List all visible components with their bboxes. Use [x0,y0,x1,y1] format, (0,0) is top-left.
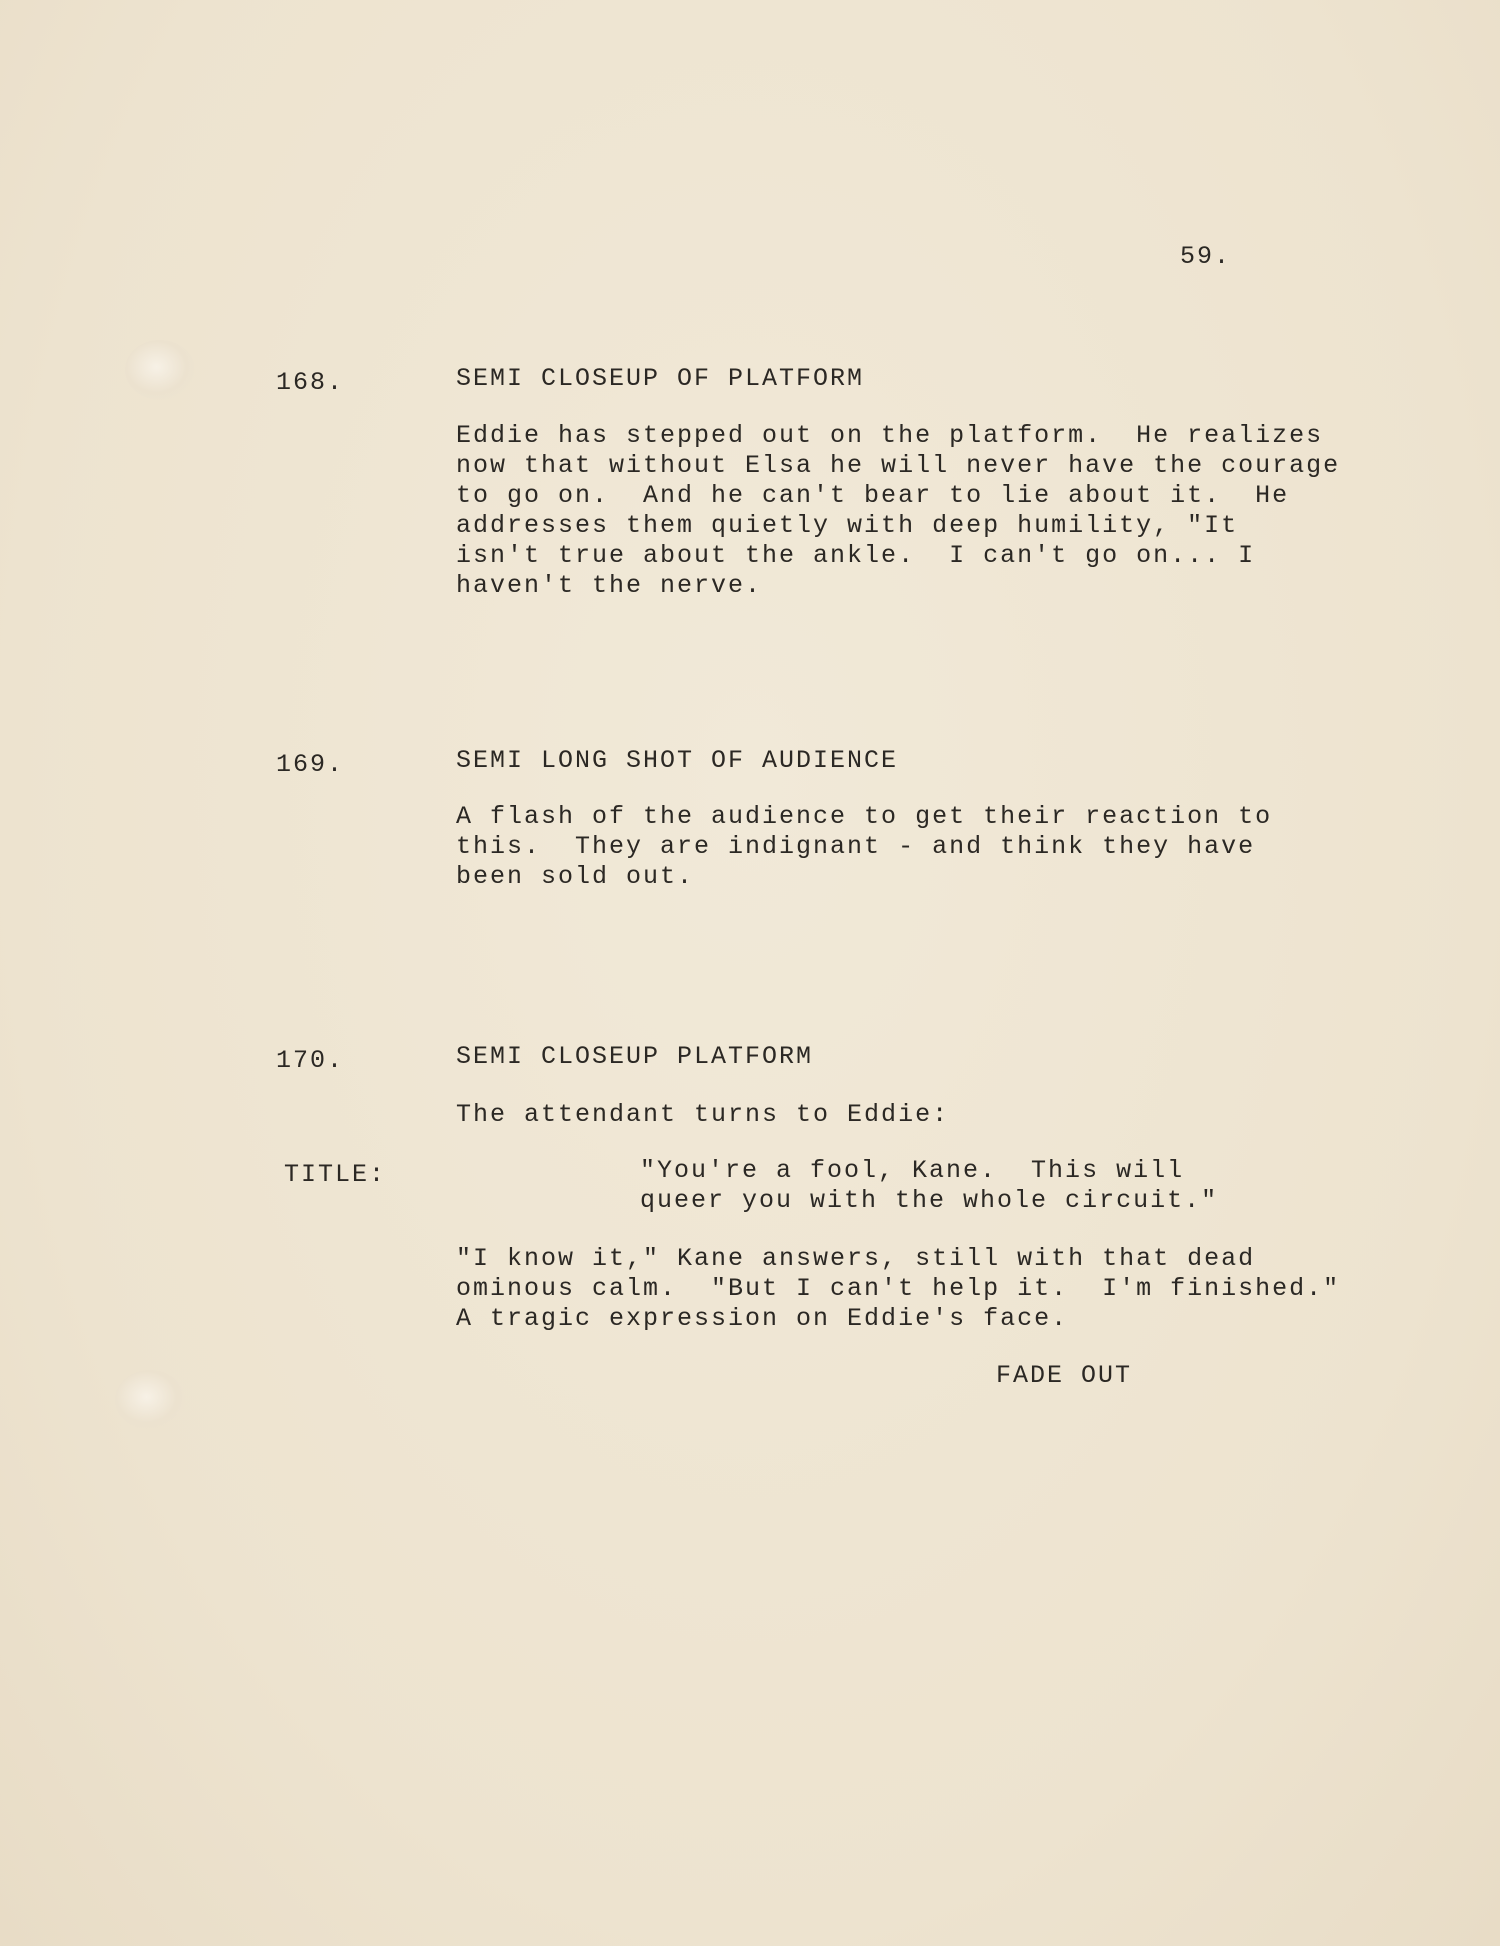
scene-number-168: 168. [276,368,345,397]
scene-169-line-2: this. They are indignant - and think they have [456,832,1256,861]
scene-170-line-2: ominous calm. "But I can't help it. I'm finished." [456,1274,1341,1303]
scene-number-170: 170. [276,1046,345,1075]
scene-description-168 [456,421,1340,601]
scene-170-line-1: "I know it," Kane answers, still with that dead [456,1244,1256,1273]
transition-fade-out: FADE OUT [996,1361,1133,1390]
scene-169-line-1: A flash of the audience to get their reaction to [456,802,1273,831]
scene-description-169 [456,802,1272,892]
scene-168-line-6: haven't the nerve. [456,571,763,600]
page-number: 59. [1180,242,1232,271]
title-card-line-1: "You're a fool, Kane. This will [640,1156,1185,1185]
scene-169-line-3: been sold out. [456,862,695,891]
title-card-line-2: queer you with the whole circuit." [640,1186,1219,1215]
scene-168-line-3: to go on. And he can't bear to lie about it. He [456,481,1290,510]
scene-170-intro: The attendant turns to Eddie: [456,1100,950,1129]
scene-168-line-5: isn't true about the ankle. I can't go on... I [456,541,1256,570]
scene-heading-169: SEMI LONG SHOT OF AUDIENCE [456,746,899,775]
title-card-label: TITLE: [284,1160,387,1189]
scene-heading-168: SEMI CLOSEUP OF PLATFORM [456,364,865,393]
scene-description-170 [456,1244,1340,1334]
scene-168-line-2: now that without Elsa he will never have the courage [456,451,1341,480]
scene-170-line-3: A tragic expression on Eddie's face. [456,1304,1069,1333]
punch-hole-bottom [115,1370,185,1430]
scene-number-169: 169. [276,750,345,779]
scene-heading-170: SEMI CLOSEUP PLATFORM [456,1042,814,1071]
title-card-text [640,1156,1218,1216]
punch-hole-top [125,340,195,400]
scene-168-line-1: Eddie has stepped out on the platform. He realizes [456,421,1324,450]
scene-168-line-4: addresses them quietly with deep humility, "It [456,511,1239,540]
